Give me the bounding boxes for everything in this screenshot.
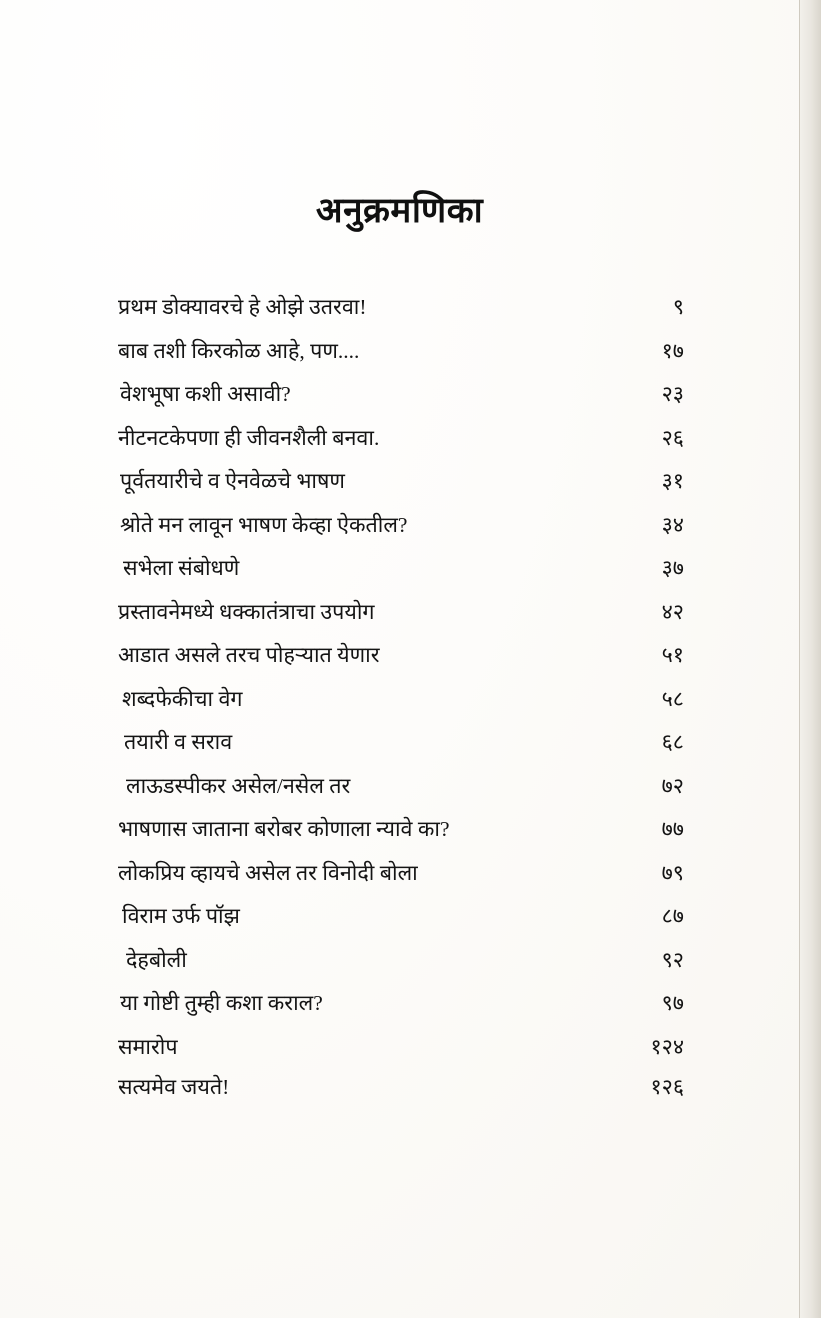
toc-entry — [118, 684, 684, 728]
toc-entry — [118, 858, 684, 902]
page-edge-line — [799, 0, 800, 1318]
toc-entry — [118, 466, 684, 510]
toc-entry-page: २६ — [661, 425, 684, 450]
toc-entry — [118, 901, 684, 945]
toc-entry-page: ७७ — [661, 817, 684, 841]
toc-entry — [118, 945, 684, 989]
toc-entry — [118, 640, 684, 684]
toc-entry-label: तयारी व सराव — [124, 730, 233, 754]
toc-entry — [118, 771, 684, 815]
toc-entry — [118, 988, 684, 1032]
page-edge-shadow — [799, 0, 821, 1318]
toc-entry-page: १२६ — [650, 1074, 684, 1099]
toc-entry-page: २३ — [661, 382, 684, 406]
toc-entry-page: ३१ — [661, 469, 684, 493]
toc-entry-page: ९२ — [661, 947, 684, 972]
toc-entry — [118, 379, 684, 423]
table-of-contents-list — [118, 292, 684, 1112]
toc-entry-label: प्रथम डोक्यावरचे हे ओझे उतरवा! — [118, 295, 367, 319]
toc-entry-page: ८७ — [661, 904, 684, 928]
toc-entry-label: लोकप्रिय व्हायचे असेल तर विनोदी बोला — [118, 860, 418, 885]
toc-entry-page: ९ — [672, 295, 684, 319]
toc-entry-label: समारोप — [118, 1034, 178, 1059]
toc-entry-label: बाब तशी किरकोळ आहे, पण.... — [118, 338, 360, 363]
toc-entry-label: या गोष्टी तुम्ही कशा कराल? — [120, 991, 323, 1015]
toc-entry — [118, 336, 684, 380]
toc-entry-label: लाऊडस्पीकर असेल/नसेल तर — [126, 773, 351, 798]
toc-entry — [118, 292, 684, 336]
toc-entry-page: ९७ — [661, 991, 684, 1015]
toc-entry — [118, 727, 684, 771]
toc-entry — [118, 423, 684, 467]
page-title: अनुक्रमणिका — [315, 191, 484, 230]
toc-entry — [118, 814, 684, 858]
toc-entry-page: ५१ — [661, 643, 684, 667]
toc-entry — [118, 597, 684, 641]
toc-entry-page: ७२ — [661, 773, 684, 798]
toc-entry — [118, 510, 684, 554]
toc-entry-page: ४२ — [661, 599, 684, 624]
toc-entry-page: १७ — [661, 338, 684, 363]
toc-entry-label: प्रस्तावनेमध्ये धक्कातंत्राचा उपयोग — [118, 599, 375, 624]
toc-entry-label: विराम उर्फ पॉझ — [122, 904, 240, 928]
toc-entry — [118, 1032, 684, 1072]
toc-entry — [118, 553, 684, 597]
toc-entry-label: शब्दफेकीचा वेग — [122, 686, 243, 711]
toc-entry-label: आडात असले तरच पोहऱ्यात येणार — [118, 643, 380, 667]
toc-entry-label: भाषणास जाताना बरोबर कोणाला न्यावे का? — [118, 817, 450, 841]
toc-entry-page: १२४ — [650, 1034, 684, 1059]
toc-entry-page: ५८ — [661, 686, 684, 711]
toc-entry-page: ६८ — [661, 730, 684, 754]
toc-entry — [118, 1072, 684, 1112]
toc-entry-label: सत्यमेव जयते! — [118, 1074, 230, 1099]
toc-entry-page: ३७ — [661, 556, 684, 580]
toc-entry-label: सभेला संबोधणे — [123, 556, 240, 580]
toc-entry-page: ७९ — [661, 860, 684, 885]
toc-entry-label: वेशभूषा कशी असावी? — [120, 382, 291, 406]
toc-entry-label: श्रोते मन लावून भाषण केव्हा ऐकतील? — [120, 512, 408, 537]
toc-entry-page: ३४ — [661, 512, 684, 537]
toc-entry-label: देहबोली — [126, 947, 187, 972]
toc-entry-label: पूर्वतयारीचे व ऐनवेळचे भाषण — [120, 469, 345, 493]
toc-entry-label: नीटनटकेपणा ही जीवनशैली बनवा. — [118, 425, 380, 450]
